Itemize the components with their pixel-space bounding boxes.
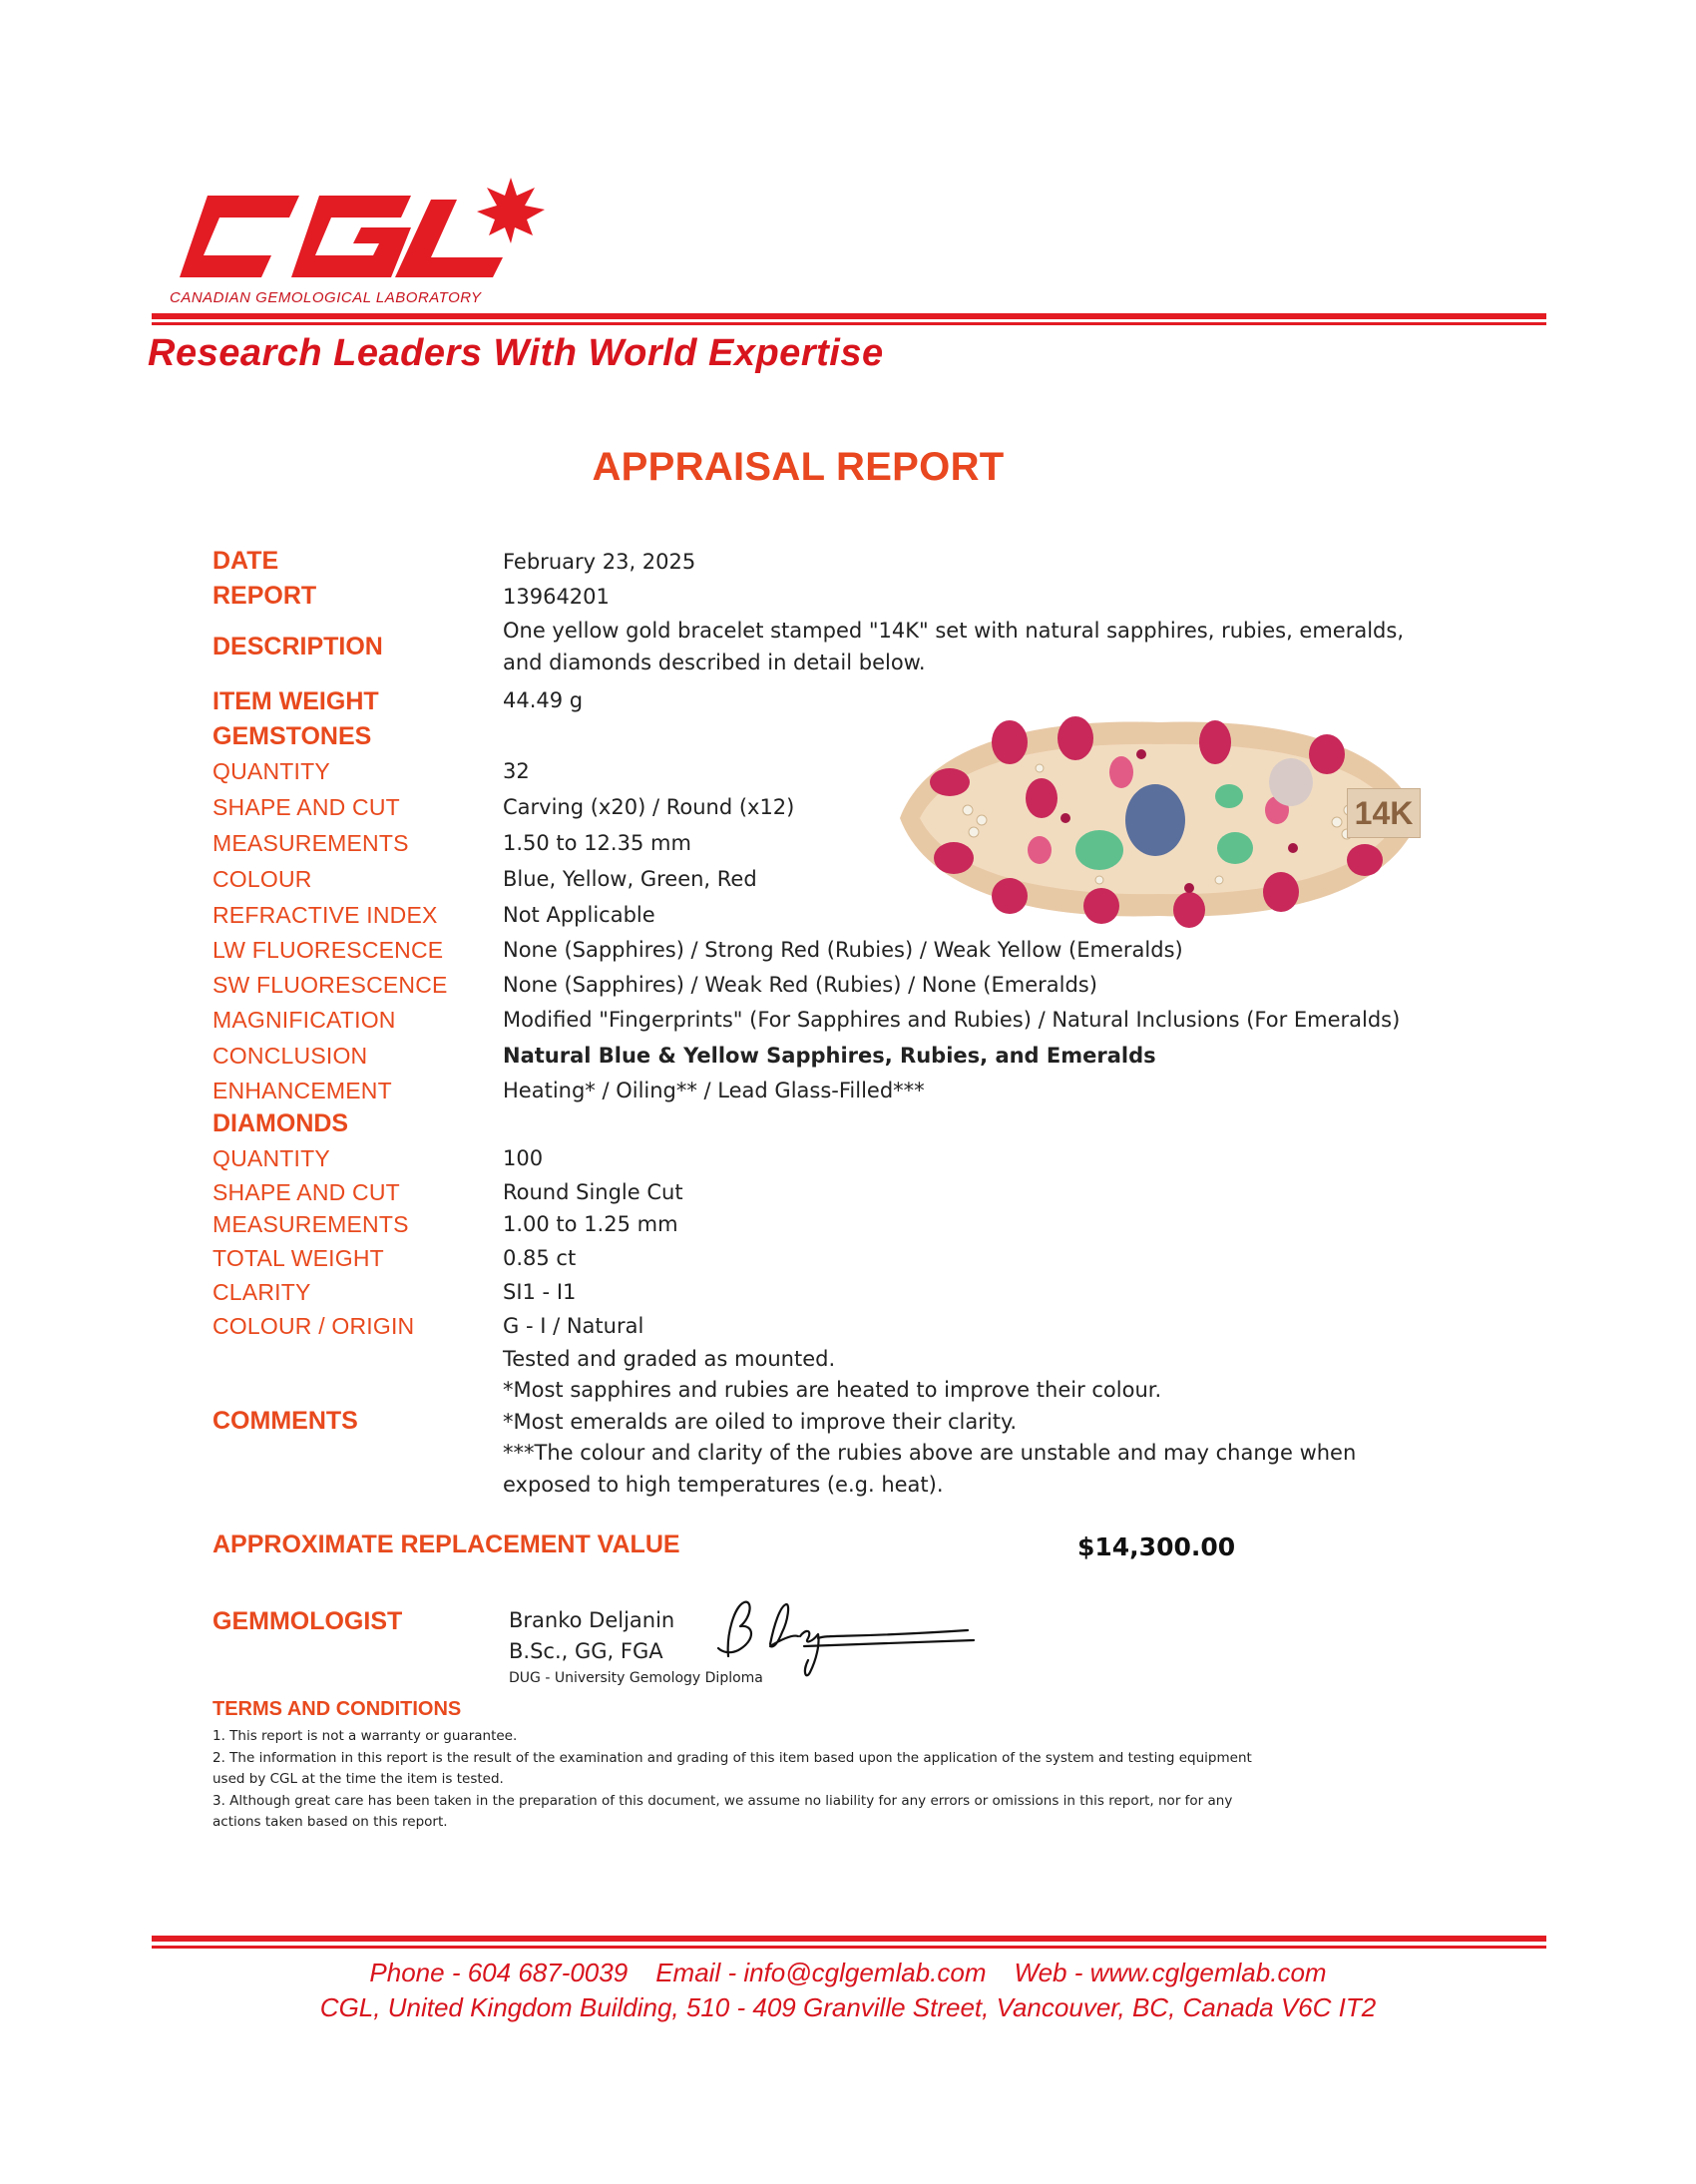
enhancement-value: Heating* / Oiling** / Lead Glass-Filled***: [503, 1079, 925, 1102]
colour-origin-value: G - I / Natural: [503, 1314, 644, 1338]
enhancement-label: ENHANCEMENT: [212, 1078, 392, 1103]
footer-rule-top: [152, 1936, 1546, 1942]
footer-rule-bottom: [152, 1946, 1546, 1949]
diamond-shape-label: SHAPE AND CUT: [212, 1179, 400, 1205]
term-line: 2. The information in this report is the result of the examination and grading of this item based upon the application of the system and testing equipment: [212, 1750, 1252, 1766]
gemmologist-diploma: DUG - University Gemology Diploma: [509, 1670, 763, 1686]
diamond-shape-value: Round Single Cut: [503, 1180, 683, 1204]
lab-name: CANADIAN GEMOLOGICAL LABORATORY: [170, 289, 482, 306]
gem-measurements-value: 1.50 to 12.35 mm: [503, 831, 691, 855]
refractive-index-value: Not Applicable: [503, 903, 655, 927]
diamond-measurements-label: MEASUREMENTS: [212, 1211, 409, 1237]
gem-shape-value: Carving (x20) / Round (x12): [503, 795, 795, 819]
date-value: February 23, 2025: [503, 550, 696, 574]
replacement-value-label: APPROXIMATE REPLACEMENT VALUE: [212, 1530, 680, 1558]
footer-contact: [0, 1958, 1696, 1988]
gem-colour-label: COLOUR: [212, 866, 312, 892]
comment-line: *Most sapphires and rubies are heated to improve their colour.: [503, 1378, 1162, 1402]
replacement-value: $14,300.00: [1077, 1532, 1236, 1561]
description-label: DESCRIPTION: [212, 633, 383, 660]
tagline: Research Leaders With World Expertise: [148, 332, 884, 374]
gem-quantity-label: QUANTITY: [212, 758, 330, 784]
footer-phone[interactable]: Phone - 604 687-0039: [369, 1958, 629, 1987]
gem-quantity-value: 32: [503, 759, 530, 783]
comment-line: Tested and graded as mounted.: [503, 1347, 836, 1371]
comment-line: *Most emeralds are oiled to improve their clarity.: [503, 1410, 1018, 1434]
gem-shape-label: SHAPE AND CUT: [212, 794, 400, 820]
gem-measurements-label: MEASUREMENTS: [212, 830, 409, 856]
lw-fluorescence-value: None (Sapphires) / Strong Red (Rubies) / Weak Yellow (Emeralds): [503, 938, 1183, 962]
refractive-index-label: REFRACTIVE INDEX: [212, 902, 438, 928]
comment-line: ***The colour and clarity of the rubies above are unstable and may change when: [503, 1441, 1357, 1465]
term-line: used by CGL at the time the item is tested.: [212, 1771, 504, 1787]
item-weight-value: 44.49 g: [503, 688, 584, 712]
date-label: DATE: [212, 547, 279, 575]
terms-title: TERMS AND CONDITIONS: [212, 1698, 462, 1720]
maple-leaf-icon: [477, 178, 545, 243]
description-value: [503, 615, 1461, 678]
page-title: APPRAISAL REPORT: [592, 445, 1005, 489]
sw-fluorescence-value: None (Sapphires) / Weak Red (Rubies) / None (Emeralds): [503, 973, 1097, 997]
gemmologist-name: Branko Deljanin: [509, 1608, 675, 1632]
header-rule-top: [152, 313, 1546, 319]
diamond-quantity-value: 100: [503, 1146, 544, 1170]
signature: [708, 1594, 978, 1679]
description-line-2: and diamonds described in detail below.: [503, 651, 926, 674]
colour-origin-label: COLOUR / ORIGIN: [212, 1313, 415, 1339]
lw-fluorescence-label: LW FLUORESCENCE: [212, 937, 444, 963]
gemstones-heading: GEMSTONES: [212, 722, 372, 750]
total-weight-value: 0.85 ct: [503, 1246, 577, 1270]
diamonds-heading: DIAMONDS: [212, 1109, 349, 1137]
comments-label: COMMENTS: [212, 1407, 358, 1435]
report-value: 13964201: [503, 585, 610, 609]
description-line-1: One yellow gold bracelet stamped "14K" set with natural sapphires, rubies, emeralds,: [503, 619, 1404, 643]
clarity-value: SI1 - I1: [503, 1280, 577, 1304]
report-label: REPORT: [212, 582, 317, 610]
conclusion-value: Natural Blue & Yellow Sapphires, Rubies, and Emeralds: [503, 1044, 1156, 1068]
comment-line: exposed to high temperatures (e.g. heat).: [503, 1473, 944, 1497]
magnification-label: MAGNIFICATION: [212, 1007, 396, 1033]
term-line: actions taken based on this report.: [212, 1814, 448, 1830]
gemmologist-label: GEMMOLOGIST: [212, 1607, 403, 1635]
clarity-label: CLARITY: [212, 1279, 311, 1305]
conclusion-label: CONCLUSION: [212, 1043, 368, 1069]
14k-stamp-inset: 14K: [1347, 788, 1421, 838]
gem-colour-value: Blue, Yellow, Green, Red: [503, 867, 757, 891]
magnification-value: Modified "Fingerprints" (For Sapphires and Rubies) / Natural Inclusions (For Emeralds): [503, 1008, 1401, 1032]
term-line: 3. Although great care has been taken in the preparation of this document, we assume no liability for any errors or omissions in this report, nor for any: [212, 1793, 1233, 1809]
total-weight-label: TOTAL WEIGHT: [212, 1245, 384, 1271]
diamond-measurements-value: 1.00 to 1.25 mm: [503, 1212, 678, 1236]
footer-email[interactable]: Email - info@cglgemlab.com: [655, 1958, 987, 1987]
footer-web[interactable]: Web - www.cglgemlab.com: [1014, 1958, 1327, 1987]
item-weight-label: ITEM WEIGHT: [212, 687, 379, 715]
header-rule-bottom: [152, 322, 1546, 325]
diamond-quantity-label: QUANTITY: [212, 1145, 330, 1171]
sw-fluorescence-label: SW FLUORESCENCE: [212, 972, 448, 998]
term-line: 1. This report is not a warranty or guarantee.: [212, 1728, 518, 1744]
gemmologist-credentials: B.Sc., GG, FGA: [509, 1639, 663, 1663]
footer-address: CGL, United Kingdom Building, 510 - 409 Granville Street, Vancouver, BC, Canada V6C IT2: [319, 1992, 1377, 2022]
